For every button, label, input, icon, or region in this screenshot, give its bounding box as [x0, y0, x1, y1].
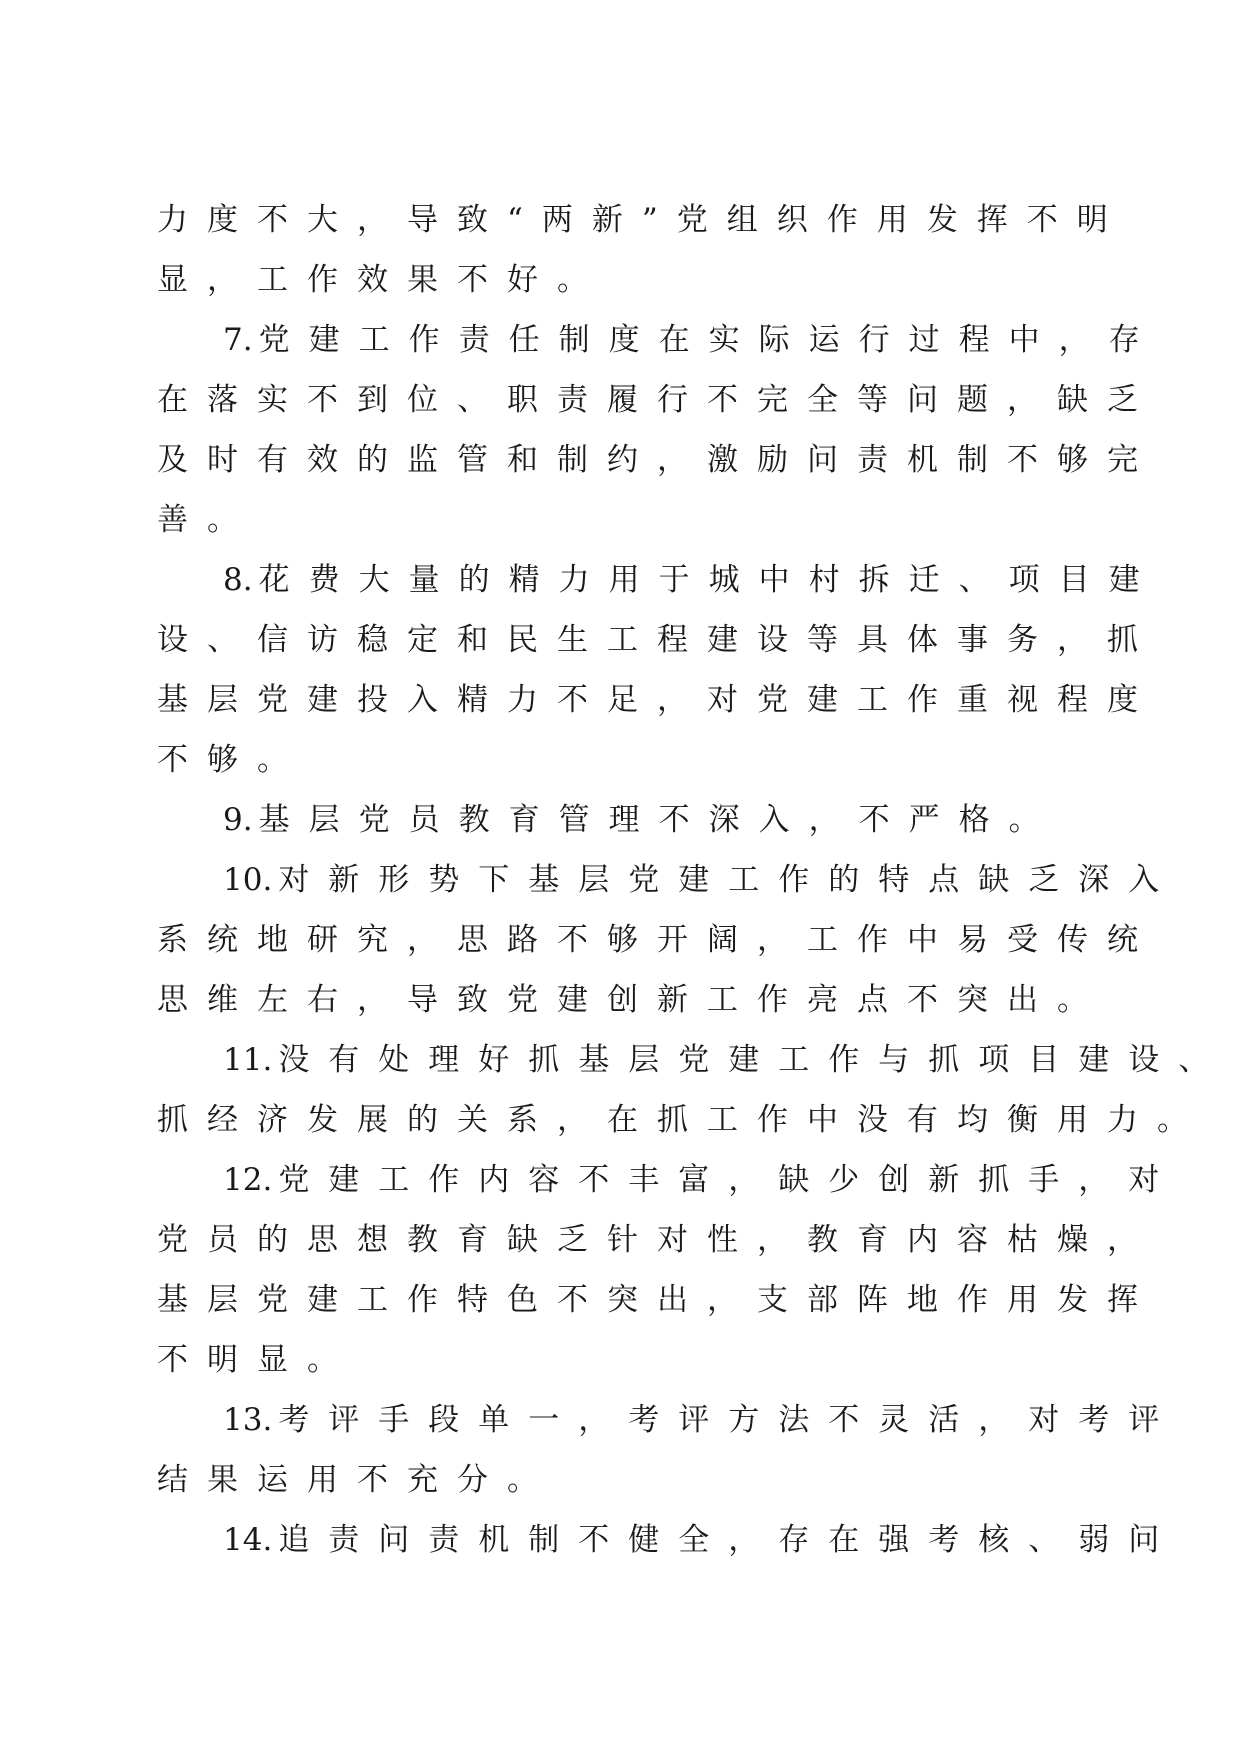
paragraph-line — [157, 790, 1062, 850]
paragraph-line — [157, 430, 1157, 490]
line-text: 善。 — [157, 502, 257, 538]
paragraph-line — [157, 1030, 1229, 1090]
paragraph-line — [157, 370, 1157, 430]
item-number: 7. — [223, 322, 253, 358]
item-number: 9. — [223, 802, 253, 838]
line-text: 不够。 — [157, 742, 307, 778]
line-text: 考评手段单一，考评方法不灵活，对考评 — [278, 1402, 1179, 1438]
paragraph-p11 — [157, 1030, 1229, 1150]
paragraph-line — [157, 670, 1157, 730]
paragraph-line — [157, 850, 1179, 910]
paragraph-line — [157, 310, 1159, 370]
item-number: 8. — [223, 562, 253, 598]
paragraph-p9 — [157, 790, 1062, 850]
line-text: 在落实不到位、职责履行不完全等问题，缺乏 — [157, 382, 1157, 418]
line-text: 基层党员教育管理不深入，不严格。 — [258, 802, 1059, 838]
item-number: 12. — [223, 1162, 273, 1198]
item-number: 11. — [223, 1042, 273, 1078]
paragraph-p8 — [157, 550, 1159, 790]
paragraph-line — [157, 610, 1157, 670]
line-text: 党建工作责任制度在实际运行过程中，存 — [258, 322, 1159, 358]
paragraph-line — [157, 730, 1062, 790]
line-text: 显，工作效果不好。 — [157, 262, 607, 298]
line-text: 基层党建投入精力不足，对党建工作重视程度 — [157, 682, 1157, 718]
line-text: 党建工作内容不丰富，缺少创新抓手，对 — [278, 1162, 1179, 1198]
line-text: 基层党建工作特色不突出，支部阵地作用发挥 — [157, 1282, 1157, 1318]
paragraph-line — [157, 550, 1159, 610]
paragraph-line — [157, 970, 1107, 1030]
paragraph-line — [157, 1210, 1157, 1270]
paragraph-line — [157, 190, 1127, 250]
line-text: 花费大量的精力用于城中村拆迁、项目建 — [258, 562, 1159, 598]
paragraph-line — [157, 1090, 1207, 1150]
paragraph-p13 — [157, 1390, 1179, 1510]
paragraph-p7 — [157, 310, 1159, 550]
paragraph-line — [157, 1270, 1157, 1330]
line-text: 抓经济发展的关系，在抓工作中没有均衡用力。 — [157, 1102, 1207, 1138]
item-number: 13. — [223, 1402, 273, 1438]
item-number: 14. — [223, 1522, 273, 1558]
line-text: 系统地研究，思路不够开阔，工作中易受传统 — [157, 922, 1157, 958]
paragraph-line — [157, 1390, 1179, 1450]
paragraph-p12 — [157, 1150, 1179, 1390]
paragraph-p6-tail — [157, 190, 1127, 310]
paragraph-line — [157, 1330, 1062, 1390]
line-text: 不明显。 — [157, 1342, 357, 1378]
paragraph-line — [157, 250, 1062, 310]
paragraph-p14 — [157, 1510, 1179, 1570]
paragraph-line — [157, 490, 1062, 550]
paragraph-line — [157, 1450, 1062, 1510]
paragraph-line — [157, 1510, 1179, 1570]
line-text: 结果运用不充分。 — [157, 1462, 557, 1498]
paragraph-line — [157, 910, 1157, 970]
line-text: 思维左右，导致党建创新工作亮点不突出。 — [157, 982, 1107, 1018]
line-text: 力度不大，导致“两新”党组织作用发挥不明 — [157, 202, 1127, 238]
line-text: 及时有效的监管和制约，激励问责机制不够完 — [157, 442, 1157, 478]
line-text: 追责问责机制不健全，存在强考核、弱问 — [278, 1522, 1179, 1558]
line-text: 党员的思想教育缺乏针对性，教育内容枯燥， — [157, 1222, 1157, 1258]
item-number: 10. — [223, 862, 273, 898]
paragraph-line — [157, 1150, 1179, 1210]
line-text: 设、信访稳定和民生工程建设等具体事务，抓 — [157, 622, 1157, 658]
line-text: 没有处理好抓基层党建工作与抓项目建设、 — [278, 1042, 1229, 1078]
line-text: 对新形势下基层党建工作的特点缺乏深入 — [278, 862, 1179, 898]
paragraph-p10 — [157, 850, 1179, 1030]
document-body — [157, 190, 1229, 1570]
